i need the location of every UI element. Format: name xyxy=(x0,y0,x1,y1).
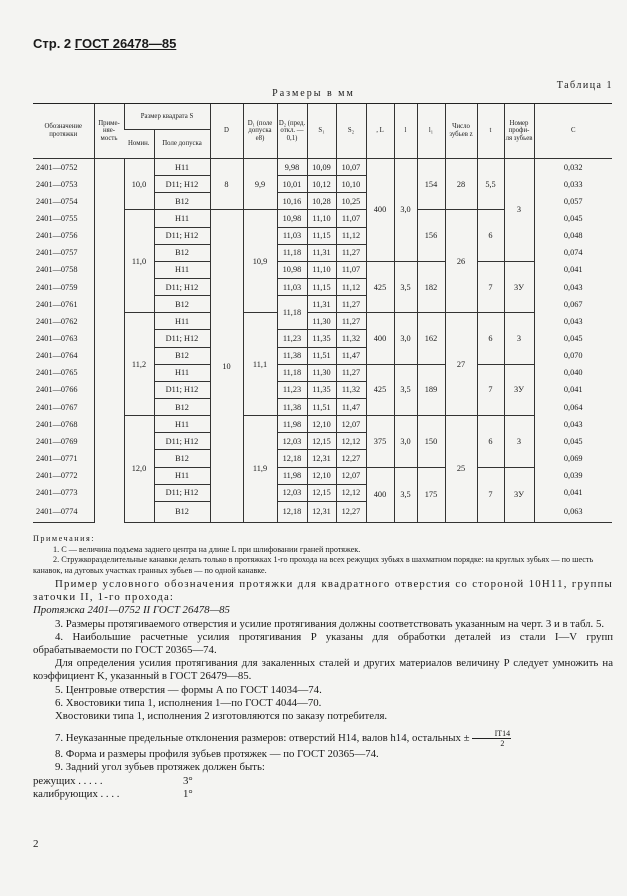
C-value: 0,041 xyxy=(534,261,612,278)
row-designation: 2401—0768 xyxy=(36,419,78,429)
D2-value: 11,98 xyxy=(277,416,307,433)
S2-value: 11,27 xyxy=(336,364,366,381)
col-teeth: Число зубьев z xyxy=(445,104,477,159)
row-designation: 2401—0764 xyxy=(36,351,78,361)
D-value: 8 xyxy=(210,159,243,210)
col-C: C xyxy=(534,104,612,159)
L-value: 400 xyxy=(366,159,394,262)
C-value: 0,039 xyxy=(534,467,612,484)
col-square-size: Размер квадрата S xyxy=(124,104,210,130)
col-L: , L xyxy=(366,104,394,159)
teeth-value: 25 xyxy=(445,416,477,523)
profile-value: 3У xyxy=(504,364,534,415)
row-designation: 2401—0767 xyxy=(36,402,78,412)
example-designation: Протяжка 2401—0752 II ГОСТ 26478—85 xyxy=(33,604,230,617)
sizing-teeth-label: калибрующих . . . . xyxy=(33,787,120,800)
S1-value: 11,51 xyxy=(307,347,336,364)
l1-value: 162 xyxy=(417,313,445,364)
row-designation: 2401—0753 xyxy=(36,179,78,189)
broach-dimensions-table xyxy=(33,103,612,523)
tolerance-field: H11 xyxy=(154,313,210,330)
l-value: 3,0 xyxy=(394,159,417,262)
D1-value: 10,9 xyxy=(243,210,277,313)
D2-value: 9,98 xyxy=(277,159,307,176)
S1-value: 11,30 xyxy=(307,313,336,330)
S1-value: 11,15 xyxy=(307,278,336,295)
clause-3: 3. Размеры протягиваемого отверстия и усилие протягивания должны соответствовать указанным на черт. 3 и в табл. 5. xyxy=(55,617,605,630)
row-designation: 2401—0771 xyxy=(36,453,78,463)
col-D: D xyxy=(210,104,243,159)
col-t: t xyxy=(477,104,504,159)
clause-4: 4. Наибольшие расчетные усилия протягивания P указаны для обработки деталей из стали I—V групп обрабатываемости по ГОСТ 20365—74. xyxy=(33,630,613,657)
S2-value: 12,07 xyxy=(336,467,366,484)
S2-value: 11,32 xyxy=(336,330,366,347)
S1-value: 11,31 xyxy=(307,244,336,261)
D2-value: 11,18 xyxy=(277,296,307,330)
nominal-size: 10,0 xyxy=(124,159,154,210)
C-value: 0,041 xyxy=(534,381,612,398)
C-value: 0,048 xyxy=(534,227,612,244)
clause-7-text: 7. Неуказанные предельные отклонения размеров: отверстий H14, валов h14, остальных ± xyxy=(55,732,470,745)
S2-value: 11,07 xyxy=(336,210,366,227)
D2-value: 11,98 xyxy=(277,467,307,484)
L-value: 400 xyxy=(366,313,394,364)
S2-value: 11,07 xyxy=(336,261,366,278)
l-value: 3,0 xyxy=(394,313,417,364)
tolerance-field: B12 xyxy=(154,244,210,261)
tolerance-field: D11; H12 xyxy=(154,433,210,450)
C-value: 0,067 xyxy=(534,296,612,313)
note-1: 1. C — величина подъема заднего центра на длине L при шлифовании граней протяжек. xyxy=(53,544,361,554)
row-designation: 2401—0759 xyxy=(36,282,78,292)
tolerance-field: B12 xyxy=(154,193,210,210)
l1-value: 182 xyxy=(417,261,445,312)
L-value: 425 xyxy=(366,364,394,415)
row-designation: 2401—0772 xyxy=(36,471,78,481)
D2-value: 10,98 xyxy=(277,210,307,227)
D2-value: 11,38 xyxy=(277,398,307,415)
profile-value: 3У xyxy=(504,467,534,522)
S2-value: 11,27 xyxy=(336,244,366,261)
nominal-size: 11,2 xyxy=(124,313,154,416)
tolerance-field: H11 xyxy=(154,261,210,278)
D2-value: 11,23 xyxy=(277,381,307,398)
S1-value: 12,10 xyxy=(307,416,336,433)
C-value: 0,041 xyxy=(534,484,612,501)
col-S2: S₂ xyxy=(336,104,366,159)
S1-value: 11,35 xyxy=(307,330,336,347)
t-value: 5,5 xyxy=(477,159,504,210)
clause-5: 5. Центровые отверстия — формы А по ГОСТ 14034—74. xyxy=(55,683,322,696)
col-designation: Обозначение протяжки xyxy=(33,104,94,159)
table-label: Таблица 1 xyxy=(556,80,613,91)
row-designation: 2401—0755 xyxy=(36,213,78,223)
col-nominal: Номин. xyxy=(124,130,154,159)
S1-value: 11,10 xyxy=(307,210,336,227)
D1-value: 9,9 xyxy=(243,159,277,210)
l1-value: 156 xyxy=(417,210,445,261)
l1-value: 175 xyxy=(417,467,445,522)
S2-value: 11,47 xyxy=(336,347,366,364)
C-value: 0,043 xyxy=(534,313,612,330)
rear-angle-list xyxy=(33,775,613,801)
l-value: 3,0 xyxy=(394,416,417,467)
col-profile: Номер профи-ля зубьев xyxy=(504,104,534,159)
tolerance-field: H11 xyxy=(154,416,210,433)
note-2: 2. Стружкоразделительные канавки делать только в протяжках 1-го прохода на всех режущих зубьях в шахматном порядке: на круглых зубьях — по шесть канавок, на дуговых участках гранных зубьев — по одной канавке. xyxy=(33,555,594,575)
tolerance-field: B12 xyxy=(154,450,210,467)
S1-value: 11,31 xyxy=(307,296,336,313)
page-label: Стр. 2 xyxy=(33,36,72,51)
C-value: 0,064 xyxy=(534,398,612,415)
C-value: 0,045 xyxy=(534,210,612,227)
D2-value: 12,18 xyxy=(277,501,307,522)
t-value: 7 xyxy=(477,261,504,312)
D2-value: 12,03 xyxy=(277,484,307,501)
l1-value: 150 xyxy=(417,416,445,467)
S1-value: 12,15 xyxy=(307,433,336,450)
L-value: 425 xyxy=(366,261,394,312)
col-D2: D₂ (пред. откл. —0,1) xyxy=(277,104,307,159)
table-notes xyxy=(33,534,613,576)
row-designation: 2401—0758 xyxy=(36,265,78,275)
notes-title: Примечания: xyxy=(33,534,96,543)
D2-value: 11,18 xyxy=(277,244,307,261)
S1-value: 11,35 xyxy=(307,381,336,398)
D2-value: 11,38 xyxy=(277,347,307,364)
row-designation: 2401—0766 xyxy=(36,385,78,395)
D-value: 10 xyxy=(210,210,243,522)
clause-6-continued: Хвостовики типа 1, исполнения 2 изготовляются по заказу потребителя. xyxy=(55,710,388,723)
col-D1: D₁ (поле допуска e8) xyxy=(243,104,277,159)
t-value: 7 xyxy=(477,364,504,415)
row-designation: 2401—0774 xyxy=(33,501,94,522)
clause-6: 6. Хвостовики типа 1, исполнения 1—по ГОСТ 4044—70. xyxy=(55,696,322,709)
S2-value: 11,27 xyxy=(336,296,366,313)
tolerance-field: D11; H12 xyxy=(154,484,210,501)
S1-value: 11,51 xyxy=(307,398,336,415)
teeth-value: 27 xyxy=(445,313,477,416)
C-value: 0,043 xyxy=(534,416,612,433)
profile-value: 3 xyxy=(504,313,534,364)
D2-value: 12,18 xyxy=(277,450,307,467)
sizing-teeth-angle: 1° xyxy=(183,787,193,800)
clause-8: 8. Форма и размеры профиля зубьев протяжек — по ГОСТ 20365—74. xyxy=(55,748,379,761)
clause-7 xyxy=(33,729,613,748)
C-value: 0,074 xyxy=(534,244,612,261)
tolerance-field: H11 xyxy=(154,159,210,176)
l-value: 3,5 xyxy=(394,467,417,522)
C-value: 0,063 xyxy=(534,501,612,522)
S2-value: 12,12 xyxy=(336,484,366,501)
document-body xyxy=(33,578,613,801)
teeth-value: 28 xyxy=(445,159,477,210)
nominal-size: 11,0 xyxy=(124,210,154,313)
cutting-teeth-label: режущих . . . . . xyxy=(33,774,103,787)
fraction-denominator: 2 xyxy=(500,739,505,749)
row-designation: 2401—0756 xyxy=(36,231,78,241)
fraction-numerator: IT14 xyxy=(472,729,512,739)
tolerance-field: B12 xyxy=(154,398,210,415)
S1-value: 12,15 xyxy=(307,484,336,501)
S2-value: 12,07 xyxy=(336,416,366,433)
page-number: 2 xyxy=(33,838,39,850)
col-l: l xyxy=(394,104,417,159)
S2-value: 12,12 xyxy=(336,433,366,450)
standard-code: ГОСТ 26478—85 xyxy=(74,36,177,51)
C-value: 0,045 xyxy=(534,433,612,450)
teeth-value: 26 xyxy=(445,210,477,313)
row-designation: 2401—0769 xyxy=(36,436,78,446)
l1-value: 154 xyxy=(417,159,445,210)
C-value: 0,070 xyxy=(534,347,612,364)
D1-value: 11,9 xyxy=(243,416,277,523)
t-value: 6 xyxy=(477,416,504,467)
cutting-teeth-angle: 3° xyxy=(183,774,193,787)
C-value: 0,069 xyxy=(534,450,612,467)
col-applicability: Приме-няе-мость xyxy=(94,104,124,159)
row-designation: 2401—0762 xyxy=(36,316,78,326)
C-value: 0,033 xyxy=(534,176,612,193)
S1-value: 10,12 xyxy=(307,176,336,193)
row-designation: 2401—0752 xyxy=(36,162,78,172)
applicability-cell xyxy=(94,159,124,523)
tolerance-field: H11 xyxy=(154,364,210,381)
S1-value: 10,09 xyxy=(307,159,336,176)
row-designation: 2401—0754 xyxy=(36,196,78,206)
S1-value: 12,10 xyxy=(307,467,336,484)
D2-value: 10,98 xyxy=(277,261,307,278)
tolerance-field: H11 xyxy=(154,210,210,227)
tolerance-fraction xyxy=(472,729,512,748)
D2-value: 11,03 xyxy=(277,278,307,295)
tolerance-field: D11; H12 xyxy=(154,176,210,193)
tolerance-field: H11 xyxy=(154,467,210,484)
S2-value: 10,10 xyxy=(336,176,366,193)
S1-value: 11,30 xyxy=(307,364,336,381)
row-designation: 2401—0763 xyxy=(36,333,78,343)
D2-value: 11,23 xyxy=(277,330,307,347)
l1-value: 189 xyxy=(417,364,445,415)
D2-value: 12,03 xyxy=(277,433,307,450)
D2-value: 11,03 xyxy=(277,227,307,244)
L-value: 375 xyxy=(366,416,394,467)
tolerance-field: D11; H12 xyxy=(154,330,210,347)
t-value: 6 xyxy=(477,313,504,364)
t-value: 7 xyxy=(477,467,504,522)
tolerance-field: B12 xyxy=(154,296,210,313)
S2-value: 10,07 xyxy=(336,159,366,176)
S2-value: 11,27 xyxy=(336,313,366,330)
tolerance-field: B12 xyxy=(154,501,210,522)
C-value: 0,032 xyxy=(534,159,612,176)
S2-value: 10,25 xyxy=(336,193,366,210)
units-caption: Размеры в мм xyxy=(272,88,355,99)
col-S1: S₁ xyxy=(307,104,336,159)
S1-value: 10,28 xyxy=(307,193,336,210)
tolerance-field: D11; H12 xyxy=(154,278,210,295)
S1-value: 12,31 xyxy=(307,450,336,467)
S1-value: 11,15 xyxy=(307,227,336,244)
S2-value: 11,12 xyxy=(336,278,366,295)
clause-9: 9. Задний угол зубьев протяжек должен быть: xyxy=(55,761,265,774)
L-value: 400 xyxy=(366,467,394,522)
D2-value: 10,01 xyxy=(277,176,307,193)
tolerance-field: B12 xyxy=(154,347,210,364)
S2-value: 12,27 xyxy=(336,450,366,467)
page-header xyxy=(33,36,176,51)
C-value: 0,040 xyxy=(534,364,612,381)
S2-value: 12,27 xyxy=(336,501,366,522)
C-value: 0,043 xyxy=(534,278,612,295)
C-value: 0,057 xyxy=(534,193,612,210)
S2-value: 11,12 xyxy=(336,227,366,244)
profile-value: 3 xyxy=(504,159,534,262)
tolerance-field: D11; H12 xyxy=(154,227,210,244)
S2-value: 11,47 xyxy=(336,398,366,415)
example-intro: Пример условного обозначения протяжки для квадратного отверстия со стороной 10H11, группы заточки II, 1-го прохода: xyxy=(33,578,613,604)
profile-value: 3У xyxy=(504,261,534,312)
l-value: 3,5 xyxy=(394,261,417,312)
D2-value: 11,18 xyxy=(277,364,307,381)
row-designation: 2401—0773 xyxy=(36,488,78,498)
S1-value: 12,31 xyxy=(307,501,336,522)
S2-value: 11,32 xyxy=(336,381,366,398)
row-designation: 2401—0757 xyxy=(36,248,78,258)
col-l1: l₁ xyxy=(417,104,445,159)
row-designation: 2401—0765 xyxy=(36,368,78,378)
tolerance-field: D11; H12 xyxy=(154,381,210,398)
D1-value: 11,1 xyxy=(243,313,277,416)
S1-value: 11,10 xyxy=(307,261,336,278)
profile-value: 3 xyxy=(504,416,534,467)
t-value: 6 xyxy=(477,210,504,261)
nominal-size: 12,0 xyxy=(124,416,154,523)
clause-4-continued: Для определения усилия протягивания для закаленных сталей и других материалов величину P следует умножить на коэффициент K, указанный в ГОСТ 26479—85. xyxy=(33,657,613,683)
row-designation: 2401—0761 xyxy=(36,299,78,309)
C-value: 0,045 xyxy=(534,330,612,347)
l-value: 3,5 xyxy=(394,364,417,415)
col-tolerance-field: Поле допуска xyxy=(154,130,210,159)
D2-value: 10,16 xyxy=(277,193,307,210)
